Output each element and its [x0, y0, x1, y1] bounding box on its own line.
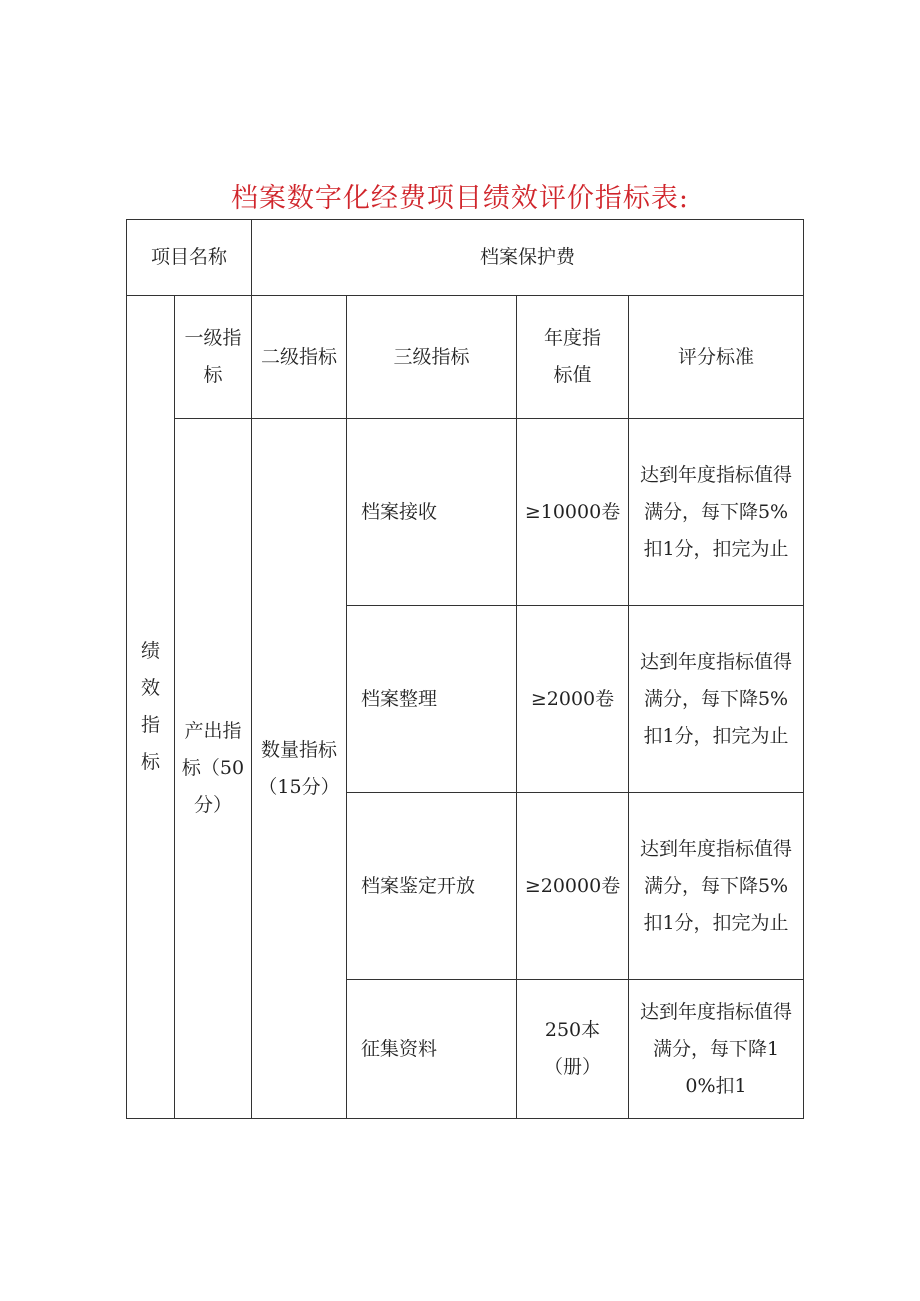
- level2-header-cell: [252, 296, 347, 419]
- category-label: 绩效指标: [140, 640, 160, 773]
- level3-header: 三级指标: [393, 345, 470, 368]
- target-value: ≥10000卷: [524, 500, 621, 523]
- scoring-value: 达到年度指标值得满分，每下降10%扣1: [640, 1000, 793, 1097]
- scoring-header-cell: [629, 296, 804, 419]
- scoring-cell: [629, 980, 804, 1119]
- level1-header: 一级指标: [184, 327, 242, 386]
- target-header: 年度指标值: [544, 327, 602, 386]
- target-cell: [517, 793, 629, 980]
- level2-value: 数量指标（15分）: [258, 738, 340, 798]
- scoring-value: 达到年度指标值得满分，每下降5%扣1分，扣完为止: [640, 650, 793, 747]
- performance-indicator-table: [126, 219, 804, 1119]
- target-cell: [517, 606, 629, 793]
- project-name-row: [127, 220, 804, 296]
- target-cell: [517, 419, 629, 606]
- scoring-header: 评分标准: [678, 345, 755, 368]
- level3-value: 档案鉴定开放: [361, 874, 476, 897]
- level3-cell: [347, 793, 517, 980]
- scoring-cell: [629, 606, 804, 793]
- level3-cell: [347, 419, 517, 606]
- level1-value-cell: [175, 419, 252, 1119]
- level1-value: 产出指标（50分）: [181, 720, 245, 816]
- target-header-cell: [517, 296, 629, 419]
- level3-cell: [347, 980, 517, 1119]
- scoring-value: 达到年度指标值得满分，每下降5%扣1分，扣完为止: [640, 837, 793, 934]
- project-name-value-cell: [252, 220, 804, 296]
- level2-header: 二级指标: [261, 345, 338, 368]
- target-value: ≥2000卷: [530, 687, 615, 710]
- target-value: 250本（册）: [544, 1019, 602, 1078]
- level3-value: 档案整理: [361, 687, 438, 710]
- project-name-value: 档案保护费: [480, 246, 576, 268]
- target-cell: [517, 980, 629, 1119]
- scoring-value: 达到年度指标值得满分，每下降5%扣1分，扣完为止: [640, 463, 793, 560]
- scoring-cell: [629, 419, 804, 606]
- category-cell: [127, 296, 175, 1119]
- target-value: ≥20000卷: [524, 874, 621, 897]
- level2-value-cell: [252, 419, 347, 1119]
- level3-value: 档案接收: [361, 500, 438, 523]
- level3-cell: [347, 606, 517, 793]
- project-name-label-cell: [127, 220, 252, 296]
- level3-header-cell: [347, 296, 517, 419]
- header-row: [127, 296, 804, 419]
- level3-value: 征集资料: [361, 1037, 438, 1060]
- table-row: [127, 419, 804, 606]
- project-name-label: 项目名称: [151, 246, 228, 268]
- scoring-cell: [629, 793, 804, 980]
- document-title: 档案数字化经费项目绩效评价指标表:: [230, 183, 690, 214]
- level1-header-cell: [175, 296, 252, 419]
